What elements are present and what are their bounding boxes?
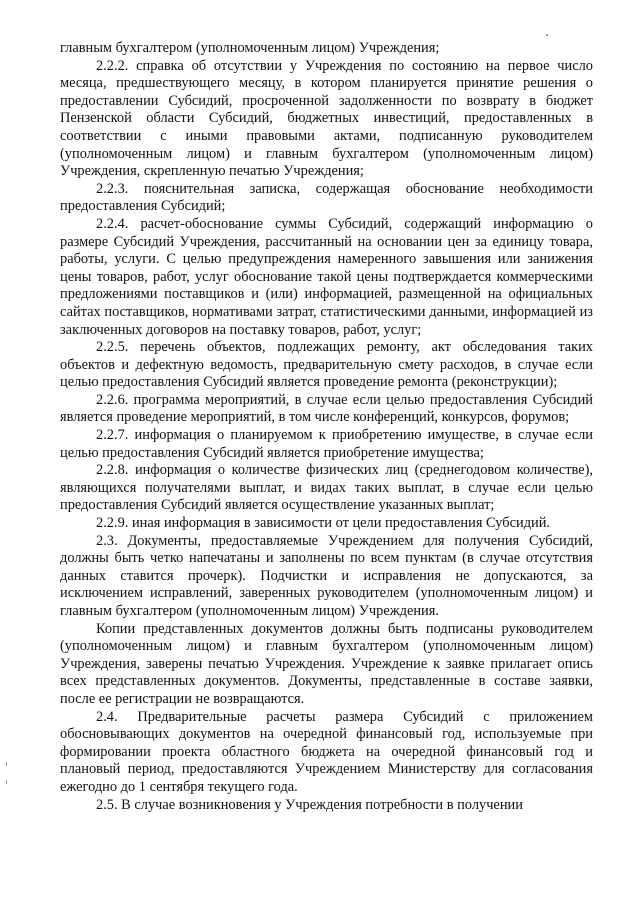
scan-speck [546,34,548,36]
document-body [60,40,593,814]
paragraph-2-3: 2.3. Документы, предоставляемые Учреждением для получения Субсидий, должны быть четко напечатаны и заполнены по всем пунктам (в случае отсутствия данных ставится прочерк). Подчистки и исправления не допускаются, за исключением исправлений, заверенных руководителем (уполномоченным лицом) и главным бухгалтером (уполномоченным лицом) Учреждения. [60,532,593,619]
scan-margin-mark [6,780,7,784]
paragraph-2-2-3: 2.2.3. пояснительная записка, содержащая обоснование необходимости предоставления Субсидий; [60,180,593,215]
paragraph-2-4: 2.4. Предварительные расчеты размера Субсидий с приложением обосновывающих документов на очередной финансовый год, используемые при формировании проекта областного бюджета на очередной финансовый год и плановый период, предоставляются Учреждением Министерству для согласования ежегодно до 1 сентября текущего года. [60,708,593,795]
paragraph-copies: Копии представленных документов должны быть подписаны руководителем (уполномоченным лицом) и главным бухгалтером (уполномоченным лицом) Учреждения, заверены печатью Учреждения. Учреждение к заявке прилагает опись всех представленных документов. Документы, представленные в составе заявки, после ее регистрации не возвращаются. [60,620,593,707]
paragraph-2-2-2: 2.2.2. справка об отсутствии у Учреждения по состоянию на первое число месяца, предшествующего месяцу, в котором планируется принятие решения о предоставлении Субсидий, просроченной задолженности по возврату в бюджет Пензенской области Субсидий, бюджетных инвестиций, предоставленных в соответствии с иными правовыми актами, подписанную руководителем (уполномоченным лицом) и главным бухгалтером (уполномоченным лицом) Учреждения, скрепленную печатью Учреждения; [60,57,593,180]
paragraph-2-2-9: 2.2.9. иная информация в зависимости от цели предоставления Субсидий. [96,515,551,532]
paragraph-continuation: главным бухгалтером (уполномоченным лицом) Учреждения; [60,40,440,56]
scan-margin-mark [6,762,7,766]
paragraph-2-2-8: 2.2.8. информация о количестве физических лиц (среднегодовом количестве), являющихся получателями выплат, и видах таких выплат, в случае если целью предоставления Субсидий является осуществление указанных выплат; [60,462,593,514]
paragraph-2-2-4: 2.2.4. расчет-обоснование суммы Субсидий, содержащий информацию о размере Субсидий Учреждения, рассчитанный на основании цен за единицу товара, работы, услуги. С целью предупреждения намеренного завышения или занижения цены товаров, работ, услуг обоснование такой цены подтверждается коммерческими предложениями поставщиков и (или) информацией, размещенной на официальных сайтах поставщиков, нормативами затрат, статистическими данными, информацией из заключенных договоров на поставку товаров, работ, услуг; [60,215,593,338]
paragraph-2-2-6: 2.2.6. программа мероприятий, в случае если целью предоставления Субсидий является проведение мероприятий, в том числе конференций, конкурсов, форумов; [60,391,593,426]
paragraph-2-5: 2.5. В случае возникновения у Учреждения потребности в получении [96,796,523,813]
paragraph-2-2-7: 2.2.7. информация о планируемом к приобретению имуществе, в случае если целью предоставления Субсидий является приобретение имущества; [60,427,593,461]
paragraph-2-2-5: 2.2.5. перечень объектов, подлежащих ремонту, акт обследования таких объектов и дефектную ведомость, предварительную смету расходов, в случае если целью предоставления Субсидий является проведение ремонта (реконструкции); [60,339,593,391]
